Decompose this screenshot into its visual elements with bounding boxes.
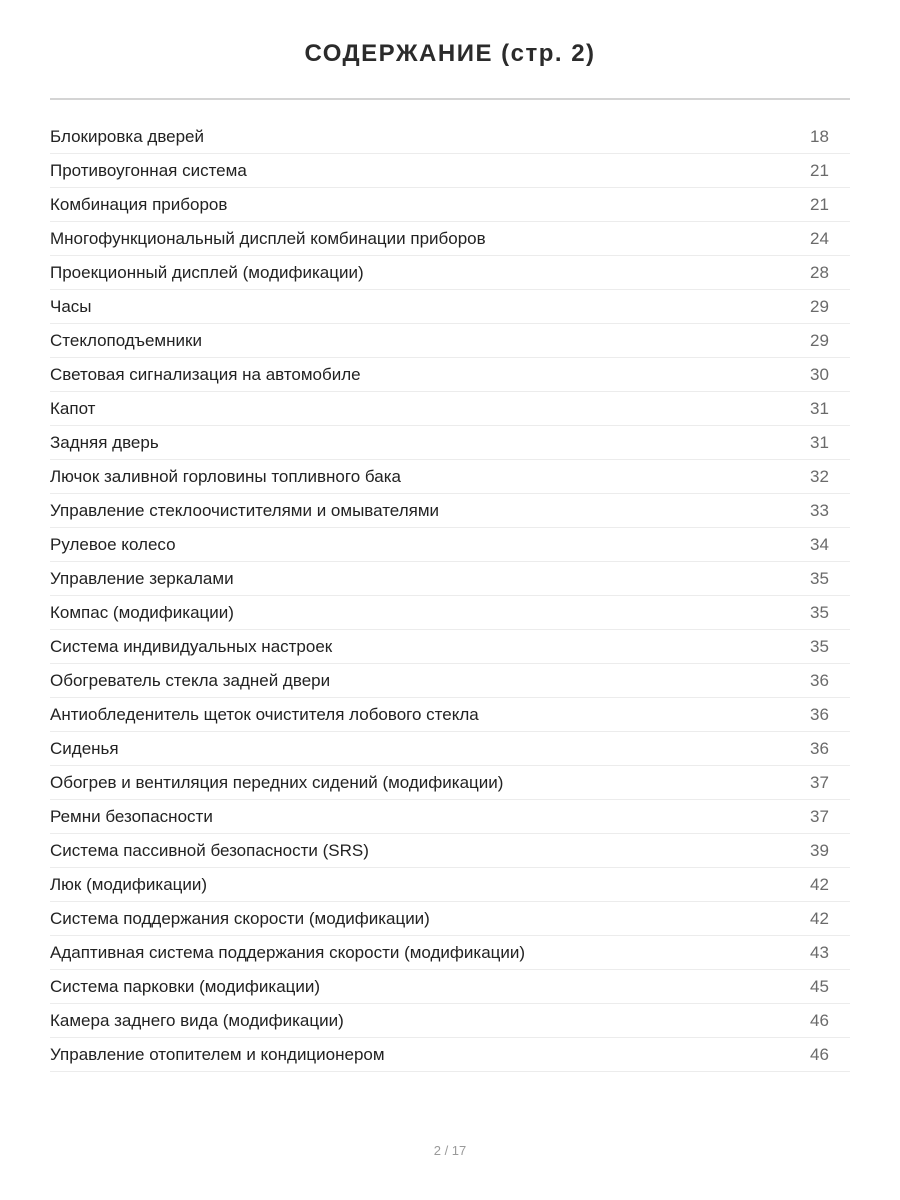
toc-item-title: Задняя дверь	[50, 432, 159, 452]
toc-item[interactable]	[50, 562, 850, 596]
toc-item-title: Компас (модификации)	[50, 602, 234, 622]
toc-item-page: 34	[810, 534, 829, 554]
toc-item[interactable]	[50, 528, 850, 562]
toc-item-page: 43	[810, 942, 829, 962]
toc-item-title: Рулевое колесо	[50, 534, 176, 554]
toc-item[interactable]	[50, 324, 850, 358]
toc-item-page: 29	[810, 296, 829, 316]
toc-item-page: 29	[810, 330, 829, 350]
toc-item-title: Многофункциональный дисплей комбинации приборов	[50, 228, 486, 248]
toc-item-title: Комбинация приборов	[50, 194, 228, 214]
toc-item-title: Камера заднего вида (модификации)	[50, 1010, 344, 1030]
toc-item-page: 36	[810, 670, 829, 690]
toc-item[interactable]	[50, 936, 850, 970]
toc-item-title: Часы	[50, 296, 92, 316]
toc-item[interactable]	[50, 902, 850, 936]
toc-item-page: 46	[810, 1044, 829, 1064]
toc-item[interactable]	[50, 732, 850, 766]
toc-item-page: 31	[810, 432, 829, 452]
toc-item-page: 36	[810, 738, 829, 758]
toc-list	[50, 120, 850, 1072]
toc-item-title: Управление стеклоочистителями и омывателями	[50, 500, 439, 520]
toc-item[interactable]	[50, 392, 850, 426]
toc-item-title: Световая сигнализация на автомобиле	[50, 364, 361, 384]
toc-item-title: Люк (модификации)	[50, 874, 208, 894]
toc-item-page: 30	[810, 364, 829, 384]
toc-item-page: 21	[810, 160, 829, 180]
toc-item[interactable]	[50, 460, 850, 494]
toc-item-page: 46	[810, 1010, 829, 1030]
toc-item[interactable]	[50, 188, 850, 222]
toc-item[interactable]	[50, 1038, 850, 1072]
toc-item[interactable]	[50, 120, 850, 154]
toc-item-title: Антиобледенитель щеток очистителя лобового стекла	[50, 704, 479, 724]
toc-item-page: 18	[810, 126, 829, 146]
toc-item[interactable]	[50, 664, 850, 698]
toc-item-page: 42	[810, 908, 829, 928]
toc-item-title: Управление отопителем и кондиционером	[50, 1044, 385, 1064]
toc-item[interactable]	[50, 596, 850, 630]
toc-item-title: Обогреватель стекла задней двери	[50, 670, 331, 690]
toc-item-title: Система парковки (модификации)	[50, 976, 321, 996]
toc-item[interactable]	[50, 698, 850, 732]
toc-item[interactable]	[50, 154, 850, 188]
toc-item-page: 45	[810, 976, 829, 996]
toc-item[interactable]	[50, 290, 850, 324]
toc-item-page: 35	[810, 602, 829, 622]
toc-item-title: Стеклоподъемники	[50, 330, 202, 350]
page-counter: 2 / 17	[433, 1143, 467, 1158]
toc-item-page: 28	[810, 262, 829, 282]
toc-item-title: Управление зеркалами	[50, 568, 234, 588]
title-divider	[50, 98, 850, 100]
toc-item-title: Блокировка дверей	[50, 126, 205, 146]
toc-item-page: 37	[810, 772, 829, 792]
toc-item-title: Лючок заливной горловины топливного бака	[50, 466, 401, 486]
toc-item[interactable]	[50, 630, 850, 664]
toc-item-page: 31	[810, 398, 829, 418]
toc-item-title: Противоугонная система	[50, 160, 247, 180]
toc-item-title: Обогрев и вентиляция передних сидений (модификации)	[50, 772, 504, 792]
toc-item[interactable]	[50, 868, 850, 902]
toc-item[interactable]	[50, 222, 850, 256]
toc-item-page: 24	[810, 228, 829, 248]
toc-item-page: 33	[810, 500, 829, 520]
toc-item-title: Адаптивная система поддержания скорости (модификации)	[50, 942, 526, 962]
toc-item-title: Проекционный дисплей (модификации)	[50, 262, 364, 282]
toc-item-page: 35	[810, 568, 829, 588]
toc-item[interactable]	[50, 256, 850, 290]
toc-item-title: Система индивидуальных настроек	[50, 636, 333, 656]
toc-item-page: 37	[810, 806, 829, 826]
toc-item-page: 21	[810, 194, 829, 214]
toc-item-page: 36	[810, 704, 829, 724]
toc-item-page: 39	[810, 840, 829, 860]
toc-item-page: 32	[810, 466, 829, 486]
toc-item[interactable]	[50, 800, 850, 834]
toc-item-title: Сиденья	[50, 738, 119, 758]
toc-item[interactable]	[50, 834, 850, 868]
toc-item-title: Система пассивной безопасности (SRS)	[50, 840, 369, 860]
toc-item-title: Капот	[50, 398, 96, 418]
toc-item-title: Система поддержания скорости (модификации)	[50, 908, 430, 928]
toc-item[interactable]	[50, 970, 850, 1004]
toc-item-page: 35	[810, 636, 829, 656]
toc-item-title: Ремни безопасности	[50, 806, 213, 826]
toc-item[interactable]	[50, 1004, 850, 1038]
toc-item-page: 42	[810, 874, 829, 894]
toc-item[interactable]	[50, 494, 850, 528]
toc-item[interactable]	[50, 426, 850, 460]
page-title: СОДЕРЖАНИЕ (стр. 2)	[304, 40, 596, 67]
toc-item[interactable]	[50, 358, 850, 392]
toc-item[interactable]	[50, 766, 850, 800]
